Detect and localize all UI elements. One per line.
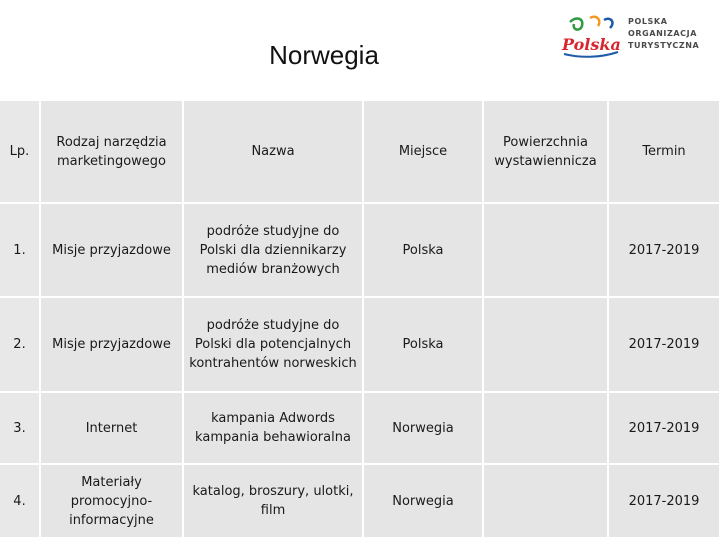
cell-rodzaj: Misje przyjazdowe: [40, 297, 183, 392]
header-rodzaj: Rodzaj narzędzia marketingowego: [40, 101, 183, 203]
page-title: Norwegia: [269, 40, 379, 70]
header-miejsce: Miejsce: [363, 101, 483, 203]
header-termin: Termin: [608, 101, 720, 203]
logo-line-3: TURYSTYCZNA: [628, 41, 700, 50]
cell-termin: 2017-2019: [608, 203, 720, 297]
cell-termin: 2017-2019: [608, 297, 720, 392]
pot-logo: [560, 14, 720, 62]
cell-powierzchnia: [483, 297, 608, 392]
cell-rodzaj: Materiały promocyjno-informacyjne: [40, 464, 183, 538]
cell-powierzchnia: [483, 392, 608, 464]
cell-nazwa: kampania Adwords kampania behawioralna: [183, 392, 363, 464]
cell-termin: 2017-2019: [608, 392, 720, 464]
cell-lp: 4.: [0, 464, 40, 538]
polska-logo-icon: [560, 14, 624, 62]
cell-powierzchnia: [483, 203, 608, 297]
cell-nazwa: podróże studyjne do Polski dla potencjalnych kontrahentów norweskich: [183, 297, 363, 392]
cell-powierzchnia: [483, 464, 608, 538]
cell-rodzaj: Internet: [40, 392, 183, 464]
logo-line-1: POLSKA: [628, 17, 668, 26]
header-powierzchnia: Powierzchnia wystawiennicza: [483, 101, 608, 203]
logo-wordmark: Polska: [562, 35, 621, 54]
cell-lp: 1.: [0, 203, 40, 297]
table-row: [0, 297, 720, 392]
cell-miejsce: Norwegia: [363, 392, 483, 464]
table-row: [0, 464, 720, 538]
cell-nazwa: podróże studyjne do Polski dla dziennikarzy mediów branżowych: [183, 203, 363, 297]
logo-line-2: ORGANIZACJA: [628, 29, 698, 38]
table-row: [0, 392, 720, 464]
cell-miejsce: Polska: [363, 203, 483, 297]
table-row: [0, 203, 720, 297]
header-nazwa: Nazwa: [183, 101, 363, 203]
cell-miejsce: Norwegia: [363, 464, 483, 538]
cell-nazwa: katalog, broszury, ulotki, film: [183, 464, 363, 538]
cell-lp: 2.: [0, 297, 40, 392]
cell-lp: 3.: [0, 392, 40, 464]
cell-rodzaj: Misje przyjazdowe: [40, 203, 183, 297]
cell-miejsce: Polska: [363, 297, 483, 392]
table-header-row: [0, 101, 720, 203]
cell-termin: 2017-2019: [608, 464, 720, 538]
header-lp: Lp.: [0, 101, 40, 203]
marketing-table: [0, 101, 720, 539]
